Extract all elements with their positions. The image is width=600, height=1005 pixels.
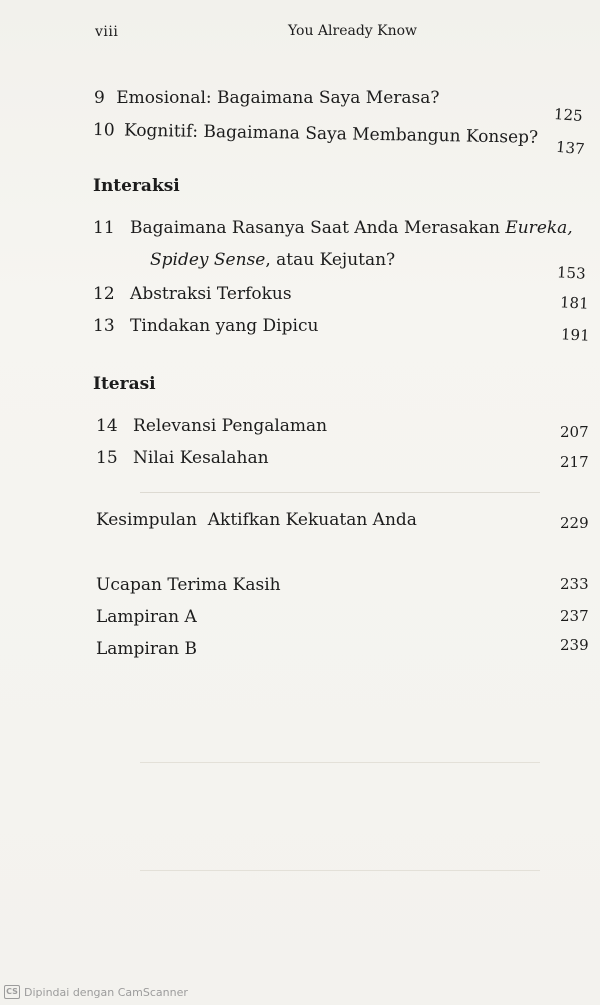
page-number: viii — [95, 24, 119, 40]
toc-entry-9[interactable] — [0, 88, 600, 125]
entry-title: Lampiran A — [96, 607, 197, 627]
entry-title-italic-line2: Spidey Sense — [150, 250, 266, 270]
entry-number: 14 — [96, 416, 118, 436]
entry-title: Abstraksi Terfokus — [130, 284, 292, 304]
toc-entry-11[interactable] — [0, 218, 600, 283]
entry-page: 137 — [555, 137, 586, 159]
scanner-watermark — [4, 985, 188, 999]
toc-entry-12[interactable] — [0, 284, 600, 314]
entry-number: 11 — [93, 218, 115, 238]
running-title: You Already Know — [288, 23, 418, 39]
entry-page: 153 — [556, 263, 587, 283]
entry-title: Kesimpulan Aktifkan Kekuatan Anda — [96, 510, 417, 530]
entry-number: 10 — [92, 120, 115, 141]
watermark-text: Dipindai dengan CamScanner — [24, 985, 188, 999]
toc-entry-10[interactable] — [0, 120, 600, 159]
toc-entry-14[interactable] — [0, 416, 600, 446]
entry-title: Emosional: Bagaimana Saya Merasa? — [116, 88, 440, 108]
entry-title: Nilai Kesalahan — [133, 448, 269, 468]
entry-title-part1: Bagaimana Rasanya Saat Anda Merasakan — [130, 218, 506, 238]
entry-number: 15 — [96, 448, 118, 468]
entry-title: Lampiran B — [96, 639, 197, 659]
toc-entry-appendix-a[interactable] — [0, 607, 600, 637]
entry-title: Relevansi Pengalaman — [133, 416, 328, 436]
section-heading-iterasi: Iterasi — [93, 374, 156, 394]
toc-entry-conclusion[interactable] — [0, 510, 600, 540]
toc-entry-appendix-b[interactable] — [0, 636, 600, 669]
entry-page: 181 — [559, 293, 590, 313]
entry-title: Tindakan yang Dipicu — [130, 316, 319, 336]
section-heading-interaksi: Interaksi — [93, 176, 180, 196]
page-header — [0, 20, 600, 48]
entry-page: 229 — [560, 514, 589, 532]
entry-number: 9 — [94, 88, 105, 108]
entry-page: 207 — [560, 423, 589, 441]
entry-title-line2: , atau Kejutan? — [265, 250, 396, 270]
entry-number: 12 — [93, 284, 115, 304]
camscanner-icon: CS — [4, 985, 20, 999]
toc-entry-15[interactable] — [0, 448, 600, 478]
entry-title: Kognitif: Bagaimana Saya Membangun Konsep? — [123, 120, 539, 148]
entry-page: 237 — [560, 607, 589, 625]
entry-title: Ucapan Terima Kasih — [96, 575, 281, 595]
entry-page: 125 — [553, 105, 584, 125]
entry-page: 233 — [560, 575, 589, 593]
toc-entry-13[interactable] — [0, 316, 600, 346]
toc-entry-acknowledgements[interactable] — [0, 575, 600, 605]
entry-page: 239 — [560, 636, 589, 654]
entry-page: 217 — [560, 453, 589, 471]
entry-page: 191 — [560, 325, 591, 345]
entry-title-italic: Eureka, — [505, 218, 573, 238]
entry-number: 13 — [93, 316, 115, 336]
